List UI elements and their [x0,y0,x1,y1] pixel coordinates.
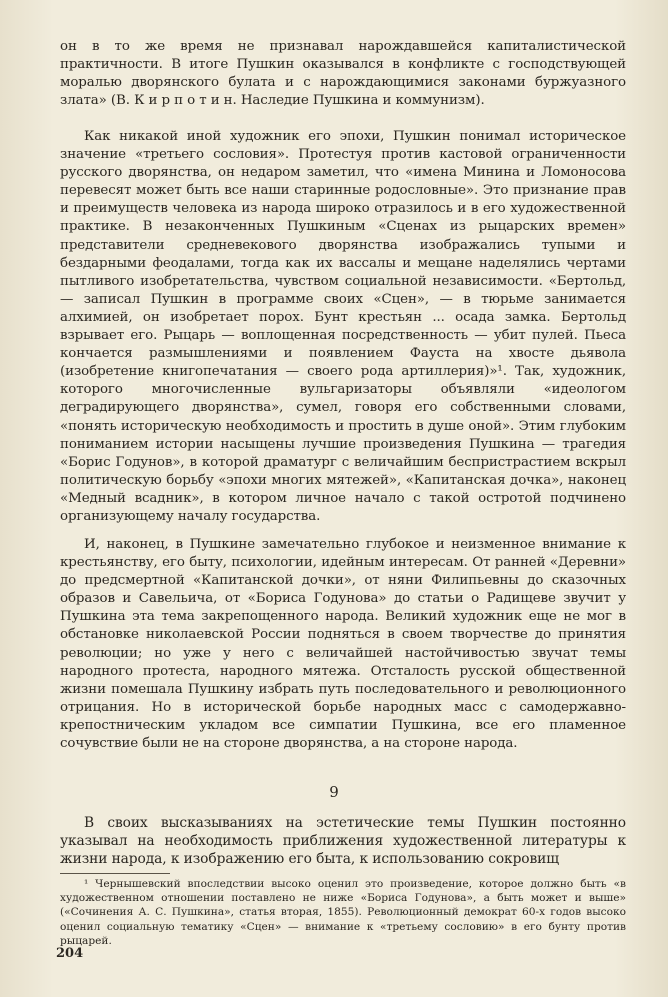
paragraph-third-estate: Как никакой иной художник его эпохи, Пушкин понимал историческое значение «третьего сословия». Протестуя против кастовой ограниченности русского дворянства, он недаром заметил, что «имена Минина и Ломоносова перевесят может быть все наши старинные родословные». Это признание прав и преимуществ человека из народа широко отразилось и в его художественной практике. В незаконченных Пушкиным «Сценах из рыцарских времен» представители средневекового дворянства изображались тупыми и бездарными феодалами, тогда как их вассалы и мещане наделялись чертами пытливого изобретательства, чувством социальной независимости. «Бертольд, — записал Пушкин в программе своих «Сцен», — в тюрьме занимается алхимией, он изобретает порох. Бунт крестьян ... осада замка. Бертольд взрывает его. Рыцарь — воплощенная посредственность — убит пулей. Пьеса кончается размышлениями и появлением Фауста на хвосте дьявола (изобретение книгопечатания — своего рода артиллерия)»¹. Так, художник, которого многочисленные вульгаризаторы объявляли «идеологом деградирующего дворянства», сумел, говоря его собственными словами, «понять историческую необходимость и простить в душе оной». Этим глубоким пониманием истории насыщены лучшие произведения Пушкина — трагедия «Борис Годунов», в которой драматург с величайшим беспристрастием вскрыл политическую борьбу «эпохи многих мятежей», «Капитанская дочка», наконец «Медный всадник», в котором личное начало с такой остротой подчинено организующему началу государства. [60,129,626,524]
footnote: ¹ Чернышевский впоследствии высоко оценил это произведение, которое должно быть «в художественном отношении поставлено не ниже «Бориса Годунова», а быть может и выше» («Сочинения А. С. Пушкина», статья вторая, 1855). Революционный демократ 60-х годов высоко оценил социальную тематику «Сцен» — внимание к «третьему сословию» в его бунту против рыцарей. [60,878,626,947]
paragraph-aesthetics: В своих высказываниях на эстетические темы Пушкин постоянно указывал на необходимость приближения художественной литературы к жизни народа, к изображению его быта, к использованию сокровищ [60,815,626,867]
page-number: 204 [56,946,84,961]
paragraph-peasantry: И, наконец, в Пушкине замечательно глубокое и неизменное внимание к крестьянству, его быту, психологии, идейным интересам. От ранней «Деревни» до предсмертной «Капитанской дочки», от няни Филипьевны до сказочных образов и Савельича, от «Бориса Годунова» до статьи о Радищеве звучит у Пушкина эта тема закрепощенного народа. Великий художник еще не мог в обстановке николаевской России подняться в своем творчестве до принятия революции; но уже у него с величайшей настойчивостью звучат темы народного протеста, народного мятежа. Отсталость русской общественной жизни помешала Пушкину избрать путь последовательного и революционного отрицания. Но в исторической борьбе народных масс с самодержавно-крепостническим укладом все симпатии Пушкина, все его пламенное сочувствие были не на стороне дворянства, а на стороне народа. [60,537,626,752]
section-number: 9 [329,783,339,801]
footnote-rule [60,873,170,874]
paragraph-continuation: он в то же время не признавал нарождавшейся капиталистической практичности. В итоге Пушкин оказывался в конфликте с господствующей моралью дворянского булата и с нарождающимися законами буржуазного злата» (В. К и р п о т и н. Наследие Пушкина и коммунизм). [60,39,626,109]
